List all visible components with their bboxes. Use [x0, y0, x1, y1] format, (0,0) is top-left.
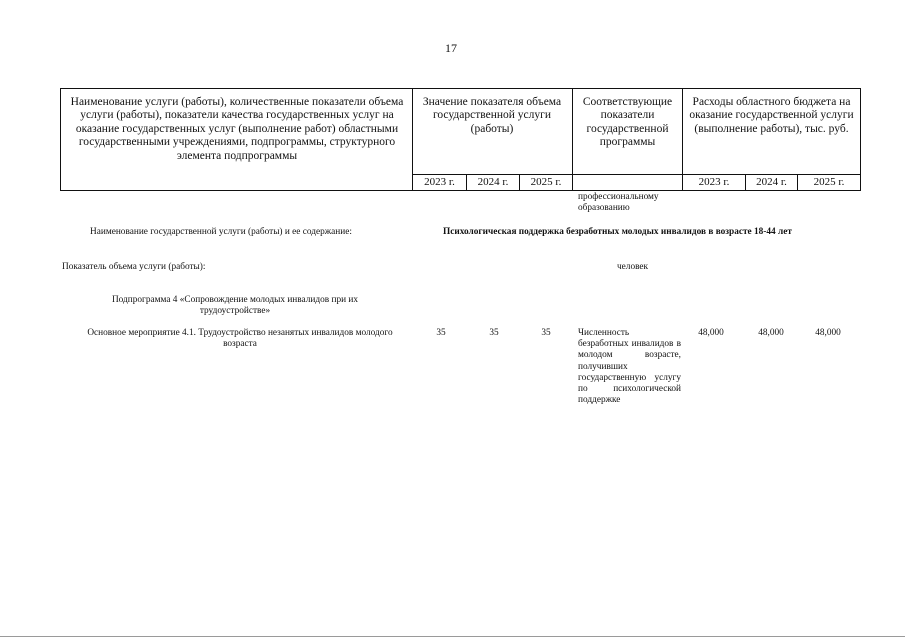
main-event-value-2025: 35	[541, 328, 551, 338]
main-event-value-2023: 35	[436, 328, 446, 338]
year-expense-2025: 2025 г.	[813, 176, 845, 188]
header-budget-expenses: Расходы областного бюджета на оказание государственной услуги (выполнение работы), тыс. руб.	[689, 96, 854, 135]
year-value-2025: 2025 г.	[530, 176, 562, 188]
carry-over-text: профессиональному образованию	[578, 192, 659, 214]
header-volume-value: Значение показателя объема государственной услуги (работы)	[422, 96, 562, 135]
service-name-label: Наименование государственной услуги (работы) и ее содержание:	[90, 227, 352, 237]
year-value-2024: 2024 г.	[477, 176, 509, 188]
header-service-name: Наименование услуги (работы), количественные показатели объема услуги (работы), показатели качества государственных услуг на оказание государственных услуг (выполнение работ) областными государственными учреждениями, подпрограммы, структурного элемента подпрограммы	[70, 96, 404, 162]
main-event-expense-2023: 48,000	[698, 328, 724, 338]
service-name-value: Психологическая поддержка безработных молодых инвалидов в возрасте 18-44 лет	[443, 227, 792, 237]
volume-indicator-label: Показатель объема услуги (работы):	[62, 262, 206, 272]
subprogram-title: Подпрограмма 4 «Сопровождение молодых инвалидов при их трудоустройстве»	[111, 295, 359, 317]
year-expense-2024: 2024 г.	[756, 176, 787, 188]
page-number: 17	[445, 41, 457, 55]
page-bottom-edge	[0, 636, 905, 637]
year-value-2023: 2023 г.	[424, 176, 455, 188]
volume-indicator-value: человек	[617, 262, 649, 272]
main-event-expense-2025: 48,000	[815, 328, 841, 338]
main-event-expense-2024: 48,000	[758, 328, 784, 338]
main-event-name: Основное мероприятие 4.1. Трудоустройство незанятых инвалидов молодого возраста	[87, 328, 393, 350]
main-event-value-2024: 35	[489, 328, 499, 338]
header-program-indicators: Соответствующие показатели государственной программы	[582, 96, 673, 149]
year-expense-2023: 2023 г.	[698, 176, 730, 188]
main-event-indicator: Численность безработных инвалидов в молодом возрасте, получивших государственную услугу по психологической поддержке	[578, 328, 681, 406]
